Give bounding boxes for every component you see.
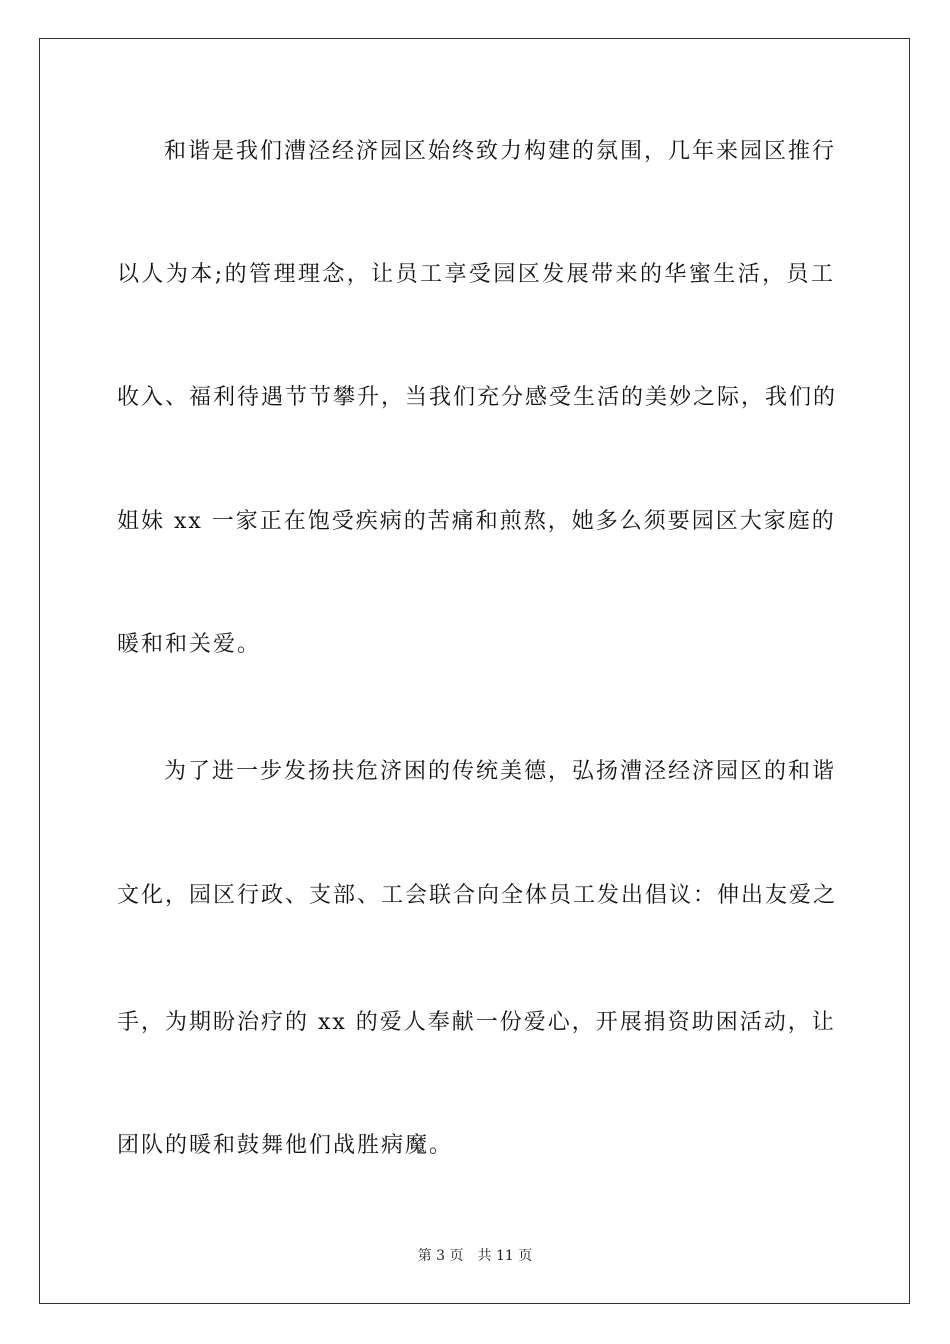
paragraph-1-line-2: 以人为本;的管理理念，让员工享受园区发展带来的华蜜生活，员工	[117, 262, 835, 287]
page-border	[39, 38, 910, 1304]
page-footer	[0, 1246, 950, 1266]
paragraph-1-line-5: 暖和和关爱。	[117, 632, 262, 657]
paragraph-1-line-4: 姐妹 xx 一家正在饱受疾病的苦痛和煎熬，她多么须要园区大家庭的	[117, 509, 836, 534]
page-total: 共 11 页	[477, 1248, 533, 1264]
paragraph-2-line-1: 为了进一步发扬扶危济困的传统美德，弘扬漕泾经济园区的和谐	[164, 759, 837, 784]
paragraph-2-line-3: 手，为期盼治疗的 xx 的爱人奉献一份爱心，开展捐资助困活动，让	[117, 1010, 836, 1035]
paragraph-2-line-4: 团队的暖和鼓舞他们战胜病魔。	[117, 1133, 454, 1158]
paragraph-1-line-3: 收入、福利待遇节节攀升，当我们充分感受生活的美妙之际，我们的	[117, 385, 838, 410]
paragraph-1-line-1: 和谐是我们漕泾经济园区始终致力构建的氛围，几年来园区推行	[164, 139, 837, 164]
paragraph-2-line-2: 文化，园区行政、支部、工会联合向全体员工发出倡议：伸出友爱之	[117, 883, 838, 908]
page-number: 第 3 页	[417, 1248, 464, 1264]
